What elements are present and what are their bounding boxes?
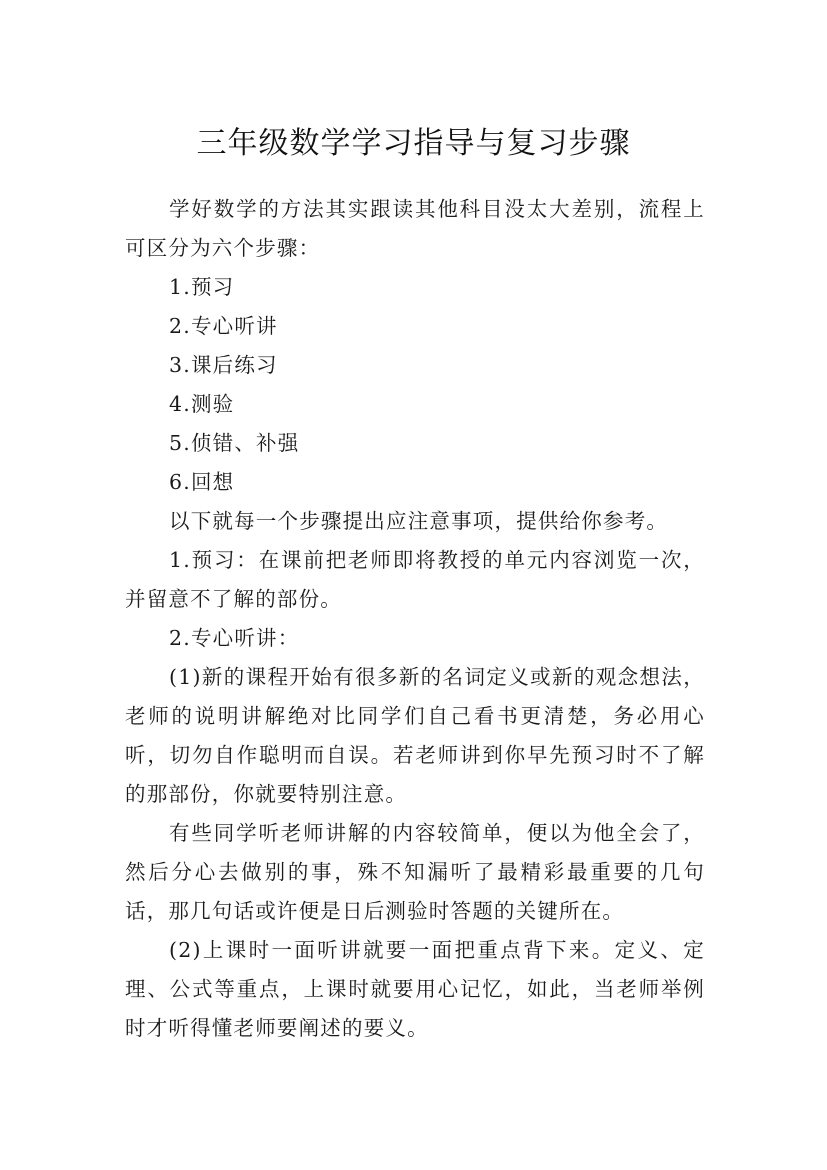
step-2-heading: 2.专心听讲： <box>169 626 300 650</box>
step-2-note-paragraph: 有些同学听老师讲解的内容较简单，便以为他全会了，然后分心去做别的事，殊不知漏听了最精彩最重要的几句话，那几句话或许便是日后测验时答题的关键所在。 <box>125 821 705 923</box>
intro-paragraph: 学好数学的方法其实跟读其他科目没太大差别，流程上可区分为六个步骤： <box>125 197 705 260</box>
step-list-item-2: 2.专心听讲 <box>169 314 278 338</box>
step-list-item-1: 1.预习 <box>169 275 235 299</box>
step-list-item-3: 3.课后练习 <box>169 353 278 377</box>
step-list-item-5: 5.侦错、补强 <box>169 431 300 455</box>
step-2-point-2-paragraph: (2)上课时一面听讲就要一面把重点背下来。定义、定理、公式等重点，上课时就要用心记忆，如此，当老师举例时才听得懂老师要阐述的要义。 <box>125 938 705 1040</box>
step-1-detail-paragraph: 1.预习：在课前把老师即将教授的单元内容浏览一次，并留意不了解的部份。 <box>125 548 705 611</box>
document-title: 三年级数学学习指导与复习步骤 <box>196 126 631 162</box>
transition-paragraph: 以下就每一个步骤提出应注意事项，提供给你参考。 <box>169 509 669 533</box>
step-list-item-4: 4.测验 <box>169 392 235 416</box>
document-body <box>125 190 705 1048</box>
step-list-item-6: 6.回想 <box>169 470 235 494</box>
step-2-point-1-paragraph: (1)新的课程开始有很多新的名词定义或新的观念想法，老师的说明讲解绝对比同学们自己看书更清楚，务必用心听，切勿自作聪明而自误。若老师讲到你早先预习时不了解的那部份，你就要特别注意。 <box>125 665 705 806</box>
